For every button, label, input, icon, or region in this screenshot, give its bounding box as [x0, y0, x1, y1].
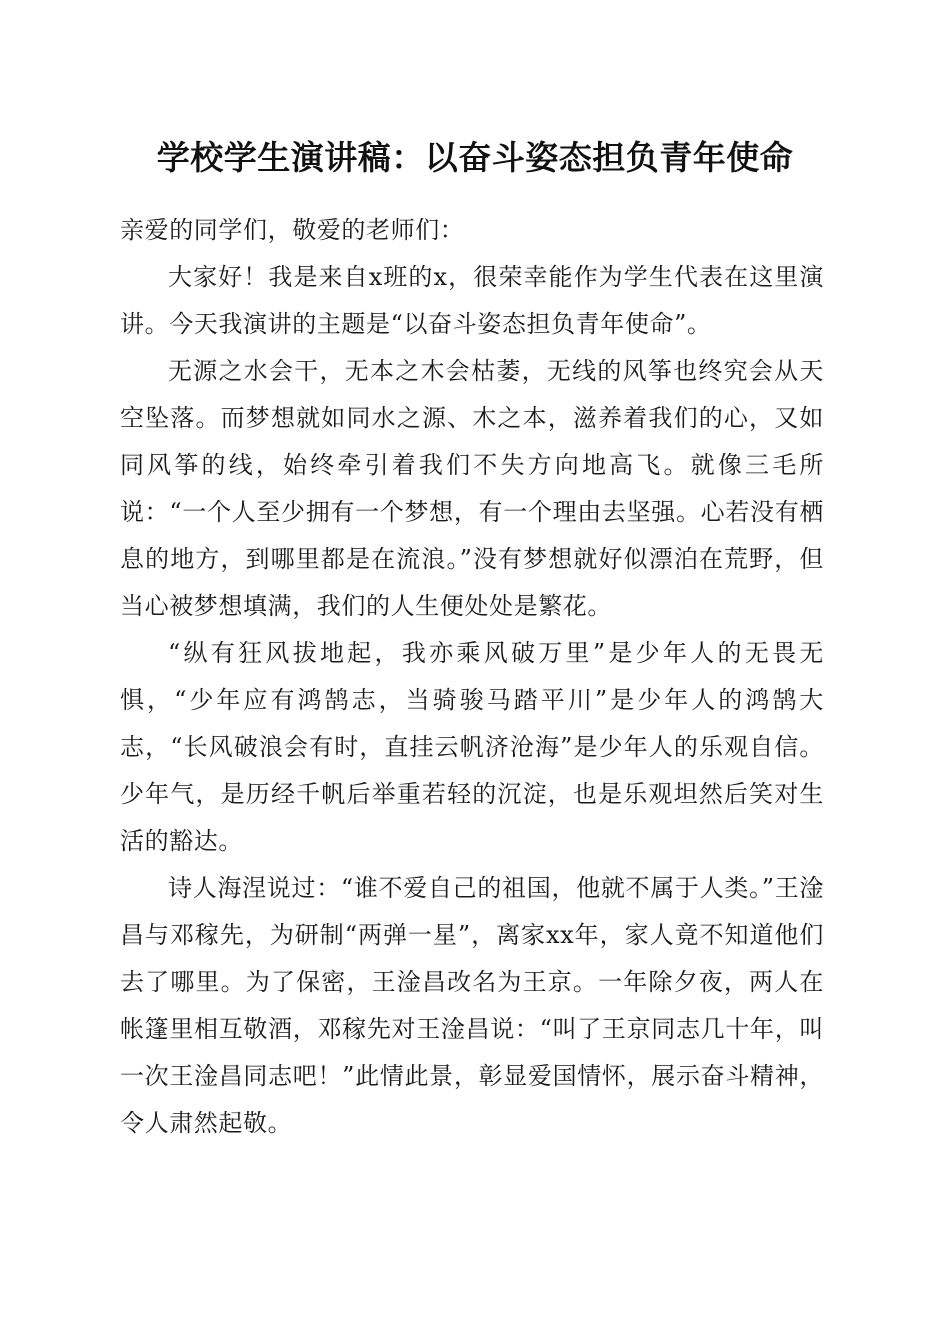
paragraph-patriotism: 诗人海涅说过：“谁不爱自己的祖国，他就不属于人类。”王淦昌与邓稼先，为研制“两弹一星”，离家xx年，家人竟不知道他们去了哪里。为了保密，王淦昌改名为王京。一年除夕夜，两人在帐篷里相互敬酒，邓稼先对王淦昌说：“叫了王京同志几十年，叫一次王淦昌同志吧！”此情此景，彰显爱国情怀，展示奋斗精神，令人肃然起敬。 [120, 874, 824, 1137]
document-title: 学校学生演讲稿：以奋斗姿态担负青年使命 [156, 138, 794, 177]
salutation: 亲爱的同学们，敬爱的老师们： [120, 216, 465, 244]
paragraph-dream: 无源之水会干，无本之木会枯萎，无线的风筝也终究会从天空坠落。而梦想就如同水之源、木之本，滋养着我们的心，又如同风筝的线，始终牵引着我们不失方向地高飞。就像三毛所说：“一个人至少拥有一个梦想，有一个理由去坚强。心若没有栖息的地方，到哪里都是在流浪。”没有梦想就好似漂泊在荒野，但当心被梦想填满，我们的人生便处处是繁花。 [120, 357, 824, 620]
paragraph-youth-spirit: “纵有狂风拔地起，我亦乘风破万里”是少年人的无畏无惧，“少年应有鸿鹄志，当骑骏马踏平川”是少年人的鸿鹄大志，“长风破浪会有时，直挂云帆济沧海”是少年人的乐观自信。少年气，是历经千帆后举重若轻的沉淀，也是乐观坦然后笑对生活的豁达。 [120, 639, 824, 855]
document-body [120, 207, 824, 1147]
paragraph-greeting: 大家好！我是来自x班的x，很荣幸能作为学生代表在这里演讲。今天我演讲的主题是“以奋斗姿态担负青年使命”。 [120, 263, 824, 338]
